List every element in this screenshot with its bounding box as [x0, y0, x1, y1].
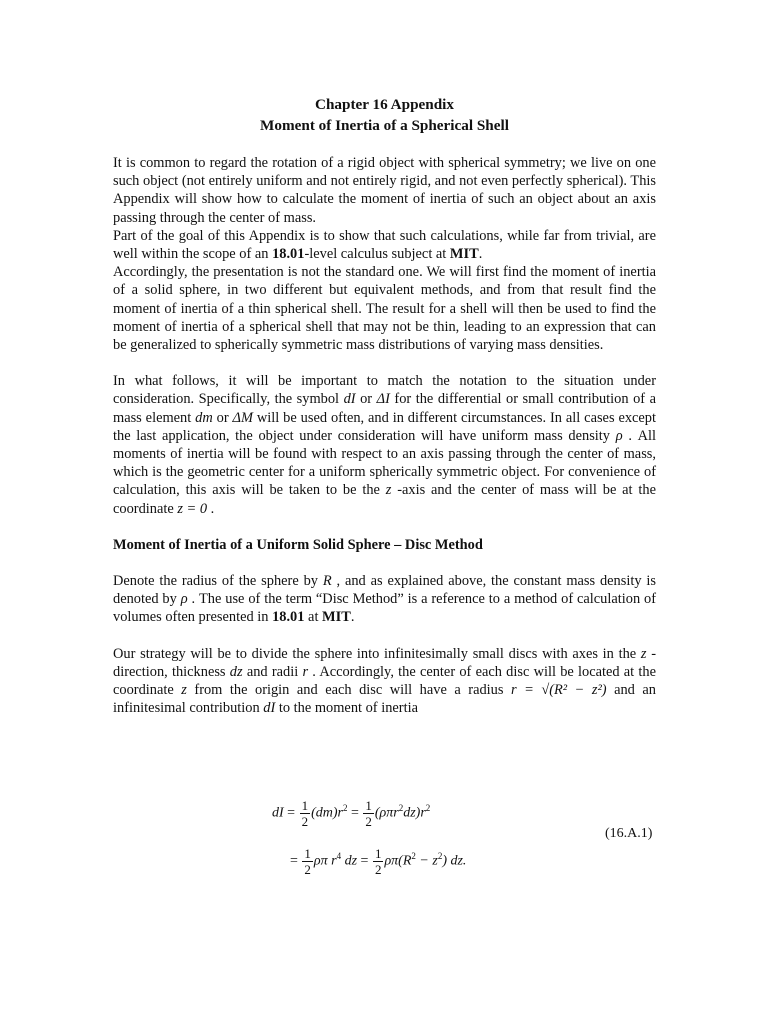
document-body: [113, 94, 656, 717]
fraction: $\frac{1}{2}$: [374, 846, 382, 877]
equation-line-1: dI = $\frac{1}{2}$ $(dm)r^2$ = $\frac{1}{2}$ $(\rho\pi r^2dz)r^2$: [272, 798, 431, 829]
disc-paragraph: Denote the radius of the sphere by R , and as explained above, the constant mass density is denoted by ρ . The use of the term “Disc Method” is a reference to a method of calculation of volumes often presented in 18.01 at MIT.: [113, 573, 657, 626]
intro-paragraph-1: It is common to regard the rotation of a rigid object with spherical symmetry; we live on one such object (not entirely uniform and not entirely rigid, and not even perfectly spherical). This Appendix will show how to calculate the moment of inertia of such an object about an axis passing through the center of mass.: [113, 155, 656, 226]
fraction: $\frac{1}{2}$: [301, 798, 309, 829]
section-heading: Moment of Inertia of a Uniform Solid Sphere – Disc Method: [113, 536, 483, 553]
fraction: $\frac{1}{2}$: [365, 798, 372, 829]
notation-paragraph: In what follows, it will be important to match the notation to the situation under consideration. Specifically, the symbol dI or ΔI for the differential or small contribution of a mass element dm or ΔM will be used often, and in different circumstances. In all cases except the last application, the object under consideration will have uniform mass density ρ . All moments of inertia will be found with respect to an axis passing through the center of mass, which is the geometric center for a uniform spherically symmetric object. For convenience of calculation, this axis will be taken to be the z -axis and the center of mass will be at the coordinate z = 0 .: [113, 373, 657, 517]
intro-paragraph-2: Part of the goal of this Appendix is to show that such calculations, while far from trivial, are well within the scope of an 18.01-level calculus subject at MIT.: [113, 227, 656, 263]
strategy-paragraph: Our strategy will be to divide the sphere into infinitesimally small discs with axes in the z -direction, thickness dz and radii r . Accordingly, the center of each disc will be located at the coordinate z from the origin and each disc will have a radius r = √(R² − z²) and an infinitesimal contribution dI to the moment of inertia: [113, 645, 656, 717]
fraction: $\frac{1}{2}$: [304, 846, 311, 877]
appendix-title: Moment of Inertia of a Spherical Shell: [260, 117, 509, 134]
intro-paragraph-3: Accordingly, the presentation is not the standard one. We will first find the moment of inertia of a solid sphere, in two different but equivalent methods, and from that result find the moment of inertia of a thin spherical shell. The result for a shell will then be used to find the moment of inertia of a spherical shell that may not be thin, leading to an expression that can be generalized to spherically symmetric mass distributions of varying mass densities.: [113, 264, 656, 354]
chapter-title: Chapter 16 Appendix: [315, 96, 454, 113]
equation-line-2: = $\frac{1}{2}$ ρπ $r^4$ dz = $\frac{1}{2}$ $\rho\pi(R^2 - z^2)$ dz.: [290, 846, 467, 877]
equation-number: (16.A.1): [605, 826, 653, 841]
